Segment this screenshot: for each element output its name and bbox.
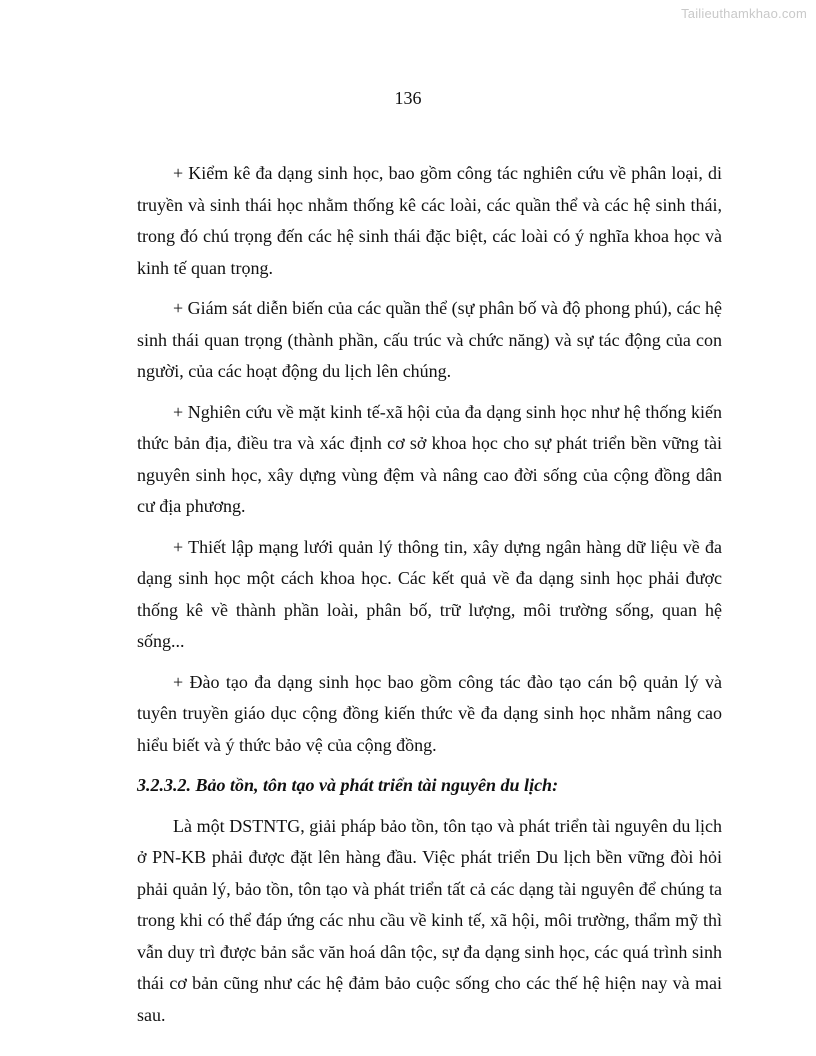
paragraph-training: + Đào tạo đa dạng sinh học bao gồm công tác đào tạo cán bộ quản lý và tuyên truyền giáo dục cộng đồng kiến thức về đa dạng sinh học nhằm nâng cao hiểu biết và ý thức bảo vệ của cộng đồng. <box>137 671 722 755</box>
paragraph-socioeconomic-research: + Nghiên cứu về mặt kinh tế-xã hội của đa dạng sinh học như hệ thống kiến thức bản địa, điều tra và xác định cơ sở khoa học cho sự phát triển bền vững tài nguyên sinh học, xây dựng vùng đệm và nâng cao đời sống của cộng đồng dân cư địa phương. <box>137 401 722 516</box>
paragraph-information-network: + Thiết lập mạng lưới quản lý thông tin, xây dựng ngân hàng dữ liệu về đa dạng sinh học một cách khoa học. Các kết quả về đa dạng sinh học phải được thống kê về thành phần loài, phân bố, trữ lượng, môi trường sống, quan hệ sống... <box>137 536 722 651</box>
paragraph-conservation: Là một DSTNTG, giải pháp bảo tồn, tôn tạo và phát triển tài nguyên du lịch ở PN-KB phải được đặt lên hàng đầu. Việc phát triển Du lịch bền vững đòi hỏi phải quản lý, bảo tồn, tôn tạo và phát triển tất cả các dạng tài nguyên để chúng ta trong khi có thể đáp ứng các nhu cầu về kinh tế, xã hội, môi trường, thẩm mỹ thì vẫn duy trì được bản sắc văn hoá dân tộc, sự đa dạng sinh học, các quá trình sinh thái cơ bản cũng như các hệ đảm bảo cuộc sống cho các thế hệ hiện nay và mai sau. <box>137 815 722 1025</box>
section-heading: 3.2.3.2. Bảo tồn, tôn tạo và phát triển tài nguyên du lịch: <box>137 775 559 795</box>
paragraph-monitoring: + Giám sát diễn biến của các quần thể (sự phân bố và độ phong phú), các hệ sinh thái quan trọng (thành phần, cấu trúc và chức năng) và sự tác động của con người, của các hoạt động du lịch lên chúng. <box>137 298 722 381</box>
page-number: 136 <box>394 88 422 108</box>
watermark: Tailieuthamkhao.com <box>681 6 807 21</box>
paragraph-inventory: + Kiểm kê đa dạng sinh học, bao gồm công tác nghiên cứu về phân loại, di truyền và sinh thái học nhằm thống kê các loài, các quần thể và các hệ sinh thái, trong đó chú trọng đến các hệ sinh thái đặc biệt, các loài có ý nghĩa khoa học và kinh tế quan trọng. <box>137 163 722 278</box>
document-body <box>137 158 722 1040</box>
